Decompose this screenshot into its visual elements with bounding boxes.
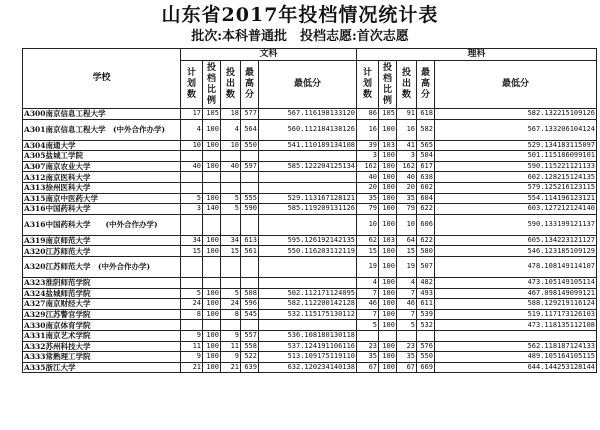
like-min-cell: 546.123185109129 [435,246,597,257]
wenke-min-cell: 595.126192142135 [259,235,357,246]
wenke-ratio-header: 投档比例 [203,61,221,109]
like-max-cell: 565 [417,140,435,151]
wenke-toudang-cell [221,172,241,183]
like-plan-cell: 16 [357,119,379,140]
wenke-min-cell: 632.120234140138 [259,362,357,373]
wenke-max-cell: 564 [241,119,259,140]
like-ratio-cell: 105 [379,109,397,120]
wenke-toudang-cell: 9 [221,352,241,363]
wenke-toudang-cell [221,182,241,193]
wenke-plan-cell: 5 [181,288,203,299]
wenke-plan-cell [181,256,203,277]
like-ratio-cell: 100 [379,277,397,288]
wenke-ratio-cell [203,256,221,277]
wenke-min-cell: 567.116198133120 [259,109,357,120]
like-ratio-cell: 100 [379,151,397,162]
like-ratio-cell: 100 [379,204,397,215]
wenke-plan-cell: 9 [181,330,203,341]
like-min-cell: 501.115186099101 [435,151,597,162]
wenke-toudang-cell: 4 [221,119,241,140]
wenke-plan-cell [181,320,203,331]
wenke-header: 文科 [181,49,357,61]
wenke-min-cell [259,172,357,183]
wenke-plan-cell [181,277,203,288]
like-max-cell: 550 [417,352,435,363]
like-max-cell: 669 [417,362,435,373]
like-min-cell: 582.132215109126 [435,109,597,120]
like-max-cell: 532 [417,320,435,331]
wenke-max-cell: 522 [241,352,259,363]
table-row [23,352,597,363]
like-plan-cell: 7 [357,288,379,299]
school-name-cell: A324盐城师范学院 [23,288,181,299]
like-max-cell: 604 [417,193,435,204]
school-name-cell: A320江苏师范大学 [23,246,181,257]
like-header: 理科 [357,49,597,61]
like-min-cell: 567.133206104124 [435,119,597,140]
like-max-cell: 482 [417,277,435,288]
wenke-max-cell [241,151,259,162]
table-row [23,119,597,140]
like-plan-cell: 46 [357,299,379,310]
wenke-min-cell: 582.112200142128 [259,299,357,310]
like-toudang-cell: 79 [397,204,417,215]
wenke-min-cell [259,182,357,193]
wenke-ratio-cell [203,151,221,162]
wenke-max-cell: 597 [241,161,259,172]
like-max-cell: 576 [417,341,435,352]
like-max-cell: 622 [417,235,435,246]
like-toudang-cell: 162 [397,161,417,172]
wenke-ratio-cell: 100 [203,330,221,341]
wenke-min-cell: 560.112184138126 [259,119,357,140]
like-toudang-cell: 64 [397,235,417,246]
wenke-plan-cell: 3 [181,204,203,215]
school-name-cell: A312南京医科大学 [23,172,181,183]
like-toudang-cell: 35 [397,352,417,363]
like-min-cell: 605.134223121127 [435,235,597,246]
like-min-cell: 590.133199121137 [435,214,597,235]
wenke-ratio-cell: 100 [203,140,221,151]
school-name-cell: A323淮阴师范学院 [23,277,181,288]
wenke-min-cell: 502.112171124095 [259,288,357,299]
wenke-ratio-cell [203,277,221,288]
wenke-toudang-cell [221,277,241,288]
wenke-max-cell: 550 [241,140,259,151]
like-min-cell: 473.118135112108 [435,320,597,331]
like-toudang-cell: 7 [397,309,417,320]
like-ratio-cell: 100 [379,288,397,299]
table-row [23,214,597,235]
like-plan-cell: 86 [357,109,379,120]
wenke-toudang-cell: 15 [221,246,241,257]
table-row [23,341,597,352]
wenke-min-cell [259,320,357,331]
school-name-cell: A301南京信息工程大学 (中外合作办学) [23,119,181,140]
wenke-max-cell [241,172,259,183]
wenke-max-cell [241,214,259,235]
wenke-toudang-cell [221,320,241,331]
school-name-cell: A307南京农业大学 [23,161,181,172]
table-row [23,330,597,341]
like-plan-cell: 162 [357,161,379,172]
table-row [23,151,597,162]
table-row [23,246,597,257]
like-min-cell: 588.129219116124 [435,299,597,310]
like-max-cell: 617 [417,161,435,172]
like-ratio-cell: 100 [379,193,397,204]
like-min-cell: 603.127212124140 [435,204,597,215]
like-toudang-header: 投出数 [397,61,417,109]
wenke-plan-cell: 8 [181,309,203,320]
wenke-max-cell: 639 [241,362,259,373]
like-plan-cell: 23 [357,341,379,352]
wenke-ratio-cell: 100 [203,246,221,257]
like-ratio-cell: 100 [379,172,397,183]
table-row [23,172,597,183]
wenke-ratio-cell: 100 [203,193,221,204]
page-title: 山东省2017年投档情况统计表 [161,4,439,26]
like-max-cell: 507 [417,256,435,277]
wenke-min-cell: 541.110189134108 [259,140,357,151]
table-row [23,182,597,193]
wenke-max-cell: 561 [241,246,259,257]
school-name-cell: A304南通大学 [23,140,181,151]
wenke-plan-cell [181,151,203,162]
wenke-plan-cell: 11 [181,341,203,352]
wenke-toudang-cell: 18 [221,109,241,120]
like-ratio-cell: 100 [379,214,397,235]
school-name-cell: A315南京中医药大学 [23,193,181,204]
wenke-toudang-cell: 9 [221,330,241,341]
wenke-ratio-cell [203,182,221,193]
wenke-max-cell: 558 [241,341,259,352]
like-max-cell: 582 [417,119,435,140]
wenke-toudang-cell: 34 [221,235,241,246]
wenke-ratio-cell: 100 [203,309,221,320]
like-toudang-cell: 91 [397,109,417,120]
like-min-cell: 467.098149099121 [435,288,597,299]
table-row [23,140,597,151]
like-ratio-cell: 100 [379,256,397,277]
like-max-cell: 504 [417,151,435,162]
like-plan-cell: 10 [357,214,379,235]
wenke-toudang-cell: 24 [221,299,241,310]
wenke-toudang-cell [221,214,241,235]
like-max-cell: 638 [417,172,435,183]
like-ratio-cell: 100 [379,246,397,257]
wenke-min-cell: 536.108180130118 [259,330,357,341]
like-max-cell [417,330,435,341]
wenke-plan-cell [181,214,203,235]
like-ratio-cell: 100 [379,299,397,310]
like-min-cell: 590.115221121133 [435,161,597,172]
like-plan-cell: 35 [357,193,379,204]
wenke-min-cell [259,151,357,162]
table-row [23,204,597,215]
wenke-max-cell: 590 [241,204,259,215]
batch-subtitle: 批次:本科普通批 投档志愿:首次志愿 [191,29,409,44]
wenke-ratio-cell: 100 [203,161,221,172]
like-toudang-cell: 41 [397,140,417,151]
like-toudang-cell: 15 [397,246,417,257]
wenke-min-cell [259,214,357,235]
like-plan-cell: 4 [357,277,379,288]
wenke-max-cell: 545 [241,309,259,320]
wenke-min-cell: 550.116203112119 [259,246,357,257]
table-row [23,256,597,277]
wenke-ratio-cell: 105 [203,109,221,120]
wenke-min-header: 最低分 [259,61,357,109]
like-min-cell: 473.105149105114 [435,277,597,288]
like-max-cell: 606 [417,214,435,235]
wenke-toudang-cell: 21 [221,362,241,373]
like-toudang-cell: 67 [397,362,417,373]
wenke-min-cell [259,256,357,277]
school-name-cell: A331南京艺术学院 [23,330,181,341]
like-ratio-cell: 103 [379,235,397,246]
like-toudang-cell: 3 [397,151,417,162]
like-max-cell: 539 [417,309,435,320]
wenke-min-cell: 513.109175119110 [259,352,357,363]
table-row [23,299,597,310]
wenke-max-cell [241,256,259,277]
like-min-cell: 602.128215124135 [435,172,597,183]
like-plan-cell: 35 [357,352,379,363]
wenke-min-cell: 532.115175130112 [259,309,357,320]
like-plan-cell: 40 [357,172,379,183]
school-name-cell: A327南京财经大学 [23,299,181,310]
table-body [23,109,597,373]
like-plan-cell: 79 [357,204,379,215]
wenke-plan-cell: 15 [181,246,203,257]
like-ratio-cell: 100 [379,309,397,320]
like-max-cell: 493 [417,288,435,299]
wenke-ratio-cell: 100 [203,352,221,363]
wenke-min-cell: 585.119209131126 [259,204,357,215]
wenke-ratio-cell [203,172,221,183]
wenke-max-cell: 557 [241,330,259,341]
like-min-cell: 579.125216123115 [435,182,597,193]
like-min-cell: 554.114196123121 [435,193,597,204]
like-max-cell: 580 [417,246,435,257]
like-plan-cell: 67 [357,362,379,373]
wenke-max-cell: 577 [241,109,259,120]
wenke-ratio-cell: 100 [203,299,221,310]
school-name-cell: A332苏州科技大学 [23,341,181,352]
wenke-ratio-cell: 100 [203,341,221,352]
table-row [23,161,597,172]
wenke-plan-cell: 10 [181,140,203,151]
wenke-plan-cell: 4 [181,119,203,140]
wenke-max-cell: 555 [241,193,259,204]
wenke-max-cell [241,182,259,193]
like-plan-cell: 3 [357,151,379,162]
wenke-toudang-cell [221,151,241,162]
like-min-cell: 644.144253128144 [435,362,597,373]
wenke-ratio-cell: 140 [203,204,221,215]
table-row [23,235,597,246]
like-toudang-cell: 46 [397,299,417,310]
like-ratio-cell: 100 [379,119,397,140]
like-plan-cell: 5 [357,320,379,331]
wenke-max-cell [241,320,259,331]
like-min-header: 最低分 [435,61,597,109]
like-ratio-cell: 100 [379,320,397,331]
school-name-cell: A330南京体育学院 [23,320,181,331]
wenke-toudang-cell: 5 [221,204,241,215]
like-ratio-cell [379,330,397,341]
like-toudang-cell: 4 [397,277,417,288]
like-max-cell: 618 [417,109,435,120]
wenke-toudang-cell: 8 [221,309,241,320]
wenke-plan-cell: 17 [181,109,203,120]
like-plan-cell: 39 [357,140,379,151]
statistics-table [22,48,597,373]
table-row [23,193,597,204]
like-plan-cell: 62 [357,235,379,246]
wenke-max-cell [241,277,259,288]
like-ratio-header: 投档比例 [379,61,397,109]
school-name-cell: A316中国药科大学 [23,204,181,215]
wenke-ratio-cell: 100 [203,288,221,299]
table-row [23,320,597,331]
wenke-toudang-cell: 5 [221,193,241,204]
like-ratio-cell: 100 [379,161,397,172]
wenke-toudang-cell: 11 [221,341,241,352]
wenke-toudang-header: 投出数 [221,61,241,109]
wenke-min-cell: 529.113167128121 [259,193,357,204]
wenke-toudang-cell: 5 [221,288,241,299]
school-name-cell: A333常熟理工学院 [23,352,181,363]
like-min-cell [435,330,597,341]
wenke-min-cell [259,277,357,288]
school-header: 学校 [23,49,181,109]
like-toudang-cell: 10 [397,214,417,235]
like-max-cell: 622 [417,204,435,215]
like-plan-cell: 15 [357,246,379,257]
table-row [23,277,597,288]
like-toudang-cell: 7 [397,288,417,299]
wenke-toudang-cell [221,256,241,277]
like-ratio-cell: 100 [379,352,397,363]
wenke-plan-cell [181,172,203,183]
like-plan-cell: 7 [357,309,379,320]
wenke-plan-cell: 21 [181,362,203,373]
table-row [23,309,597,320]
like-max-cell: 611 [417,299,435,310]
school-name-cell: A316中国药科大学 (中外合作办学) [23,214,181,235]
table-row [23,288,597,299]
like-toudang-cell: 35 [397,193,417,204]
like-min-cell: 478.108149114107 [435,256,597,277]
wenke-ratio-cell [203,214,221,235]
school-name-cell: A335浙江大学 [23,362,181,373]
like-toudang-cell [397,330,417,341]
wenke-plan-cell: 5 [181,193,203,204]
wenke-ratio-cell [203,320,221,331]
like-plan-cell: 19 [357,256,379,277]
wenke-plan-cell: 34 [181,235,203,246]
like-toudang-cell: 23 [397,341,417,352]
like-min-cell: 489.105164105115 [435,352,597,363]
wenke-min-cell: 585.122204125134 [259,161,357,172]
wenke-toudang-cell: 40 [221,161,241,172]
like-ratio-cell: 100 [379,182,397,193]
school-name-cell: A300南京信息工程大学 [23,109,181,120]
wenke-plan-header: 计划数 [181,61,203,109]
like-toudang-cell: 19 [397,256,417,277]
wenke-ratio-cell: 100 [203,235,221,246]
like-min-cell: 529.134183115097 [435,140,597,151]
like-toudang-cell: 20 [397,182,417,193]
wenke-max-header: 最高分 [241,61,259,109]
school-name-cell: A320江苏师范大学 (中外合作办学) [23,256,181,277]
wenke-plan-cell [181,182,203,193]
like-ratio-cell: 103 [379,140,397,151]
school-name-cell: A305盐城工学院 [23,151,181,162]
like-toudang-cell: 40 [397,172,417,183]
wenke-max-cell: 596 [241,299,259,310]
like-min-cell: 562.118187124133 [435,341,597,352]
wenke-ratio-cell: 100 [203,119,221,140]
wenke-max-cell: 613 [241,235,259,246]
wenke-plan-cell: 9 [181,352,203,363]
wenke-toudang-cell: 10 [221,140,241,151]
like-max-header: 最高分 [417,61,435,109]
table-row [23,109,597,120]
school-name-cell: A319南京师范大学 [23,235,181,246]
like-min-cell: 519.117173126103 [435,309,597,320]
like-toudang-cell: 16 [397,119,417,140]
school-name-cell: A329江苏警官学院 [23,309,181,320]
table-row [23,362,597,373]
wenke-plan-cell: 24 [181,299,203,310]
like-ratio-cell: 100 [379,362,397,373]
wenke-max-cell: 508 [241,288,259,299]
school-name-cell: A313徐州医科大学 [23,182,181,193]
like-ratio-cell: 100 [379,341,397,352]
like-toudang-cell: 5 [397,320,417,331]
like-plan-cell [357,330,379,341]
like-plan-header: 计划数 [357,61,379,109]
wenke-ratio-cell: 100 [203,362,221,373]
like-plan-cell: 20 [357,182,379,193]
wenke-plan-cell: 40 [181,161,203,172]
wenke-min-cell: 537.124191106116 [259,341,357,352]
like-max-cell: 602 [417,182,435,193]
